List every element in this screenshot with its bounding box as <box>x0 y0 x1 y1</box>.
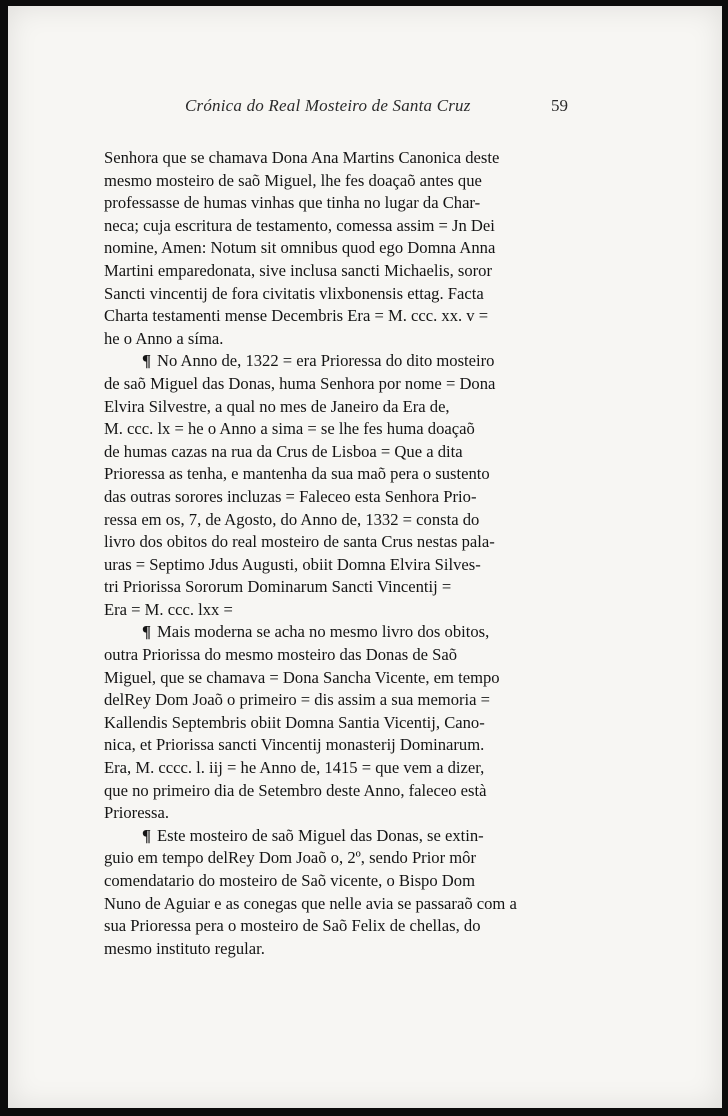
text-line: Senhora que se chamava Dona Ana Martins Canonica deste <box>104 148 500 167</box>
text-line: que no primeiro dia de Setembro deste Anno, faleceo està <box>104 780 487 800</box>
text-line <box>104 350 579 373</box>
text-line: nomine, Amen: Notum sit omnibus quod ego Domna Anna <box>104 238 496 258</box>
paragraph <box>104 621 579 824</box>
text-line: neca; cuja escritura de testamento, comessa assim = Jn Dei <box>104 215 495 235</box>
text-line: Kallendis Septembris obiit Domna Santia Vicentij, Cano- <box>104 712 485 732</box>
text-line: outra Priorissa do mesmo mosteiro das Donas de Saõ <box>104 645 458 665</box>
page-number: 59 <box>551 96 568 115</box>
text-line: de saõ Miguel das Donas, huma Senhora por nome = Dona <box>104 373 496 393</box>
text-line: uras = Septimo Jdus Augusti, obiit Domna Elvira Silves- <box>104 554 481 574</box>
paragraph <box>104 350 579 621</box>
pilcrow-icon: ¶ <box>142 825 151 845</box>
page-body <box>104 147 579 960</box>
pilcrow-icon: ¶ <box>142 351 151 371</box>
paragraph <box>104 147 579 350</box>
text-line: Martini emparedonata, sive inclusa sancti Michaelis, soror <box>104 260 492 280</box>
book-page <box>8 6 722 1108</box>
text-line: delRey Dom Joaõ o primeiro = dis assim a sua memoria = <box>104 690 491 710</box>
text-line: livro dos obitos do real mosteiro de santa Crus nestas pala- <box>104 532 495 552</box>
text-line: professasse de humas vinhas que tinha no lugar da Char- <box>104 193 481 213</box>
running-title: Crónica do Real Mosteiro de Santa Cruz <box>185 96 471 115</box>
text-line: de humas cazas na rua da Crus de Lisboa = Que a dita <box>104 441 463 461</box>
page-header <box>8 96 722 120</box>
text-line-content: No Anno de, 1322 = era Prioressa do dito mosteiro <box>156 351 495 371</box>
text-line: tri Priorissa Sororum Dominarum Sancti Vincentij = <box>104 577 452 597</box>
text-line: Elvira Silvestre, a qual no mes de Janeiro da Era de, <box>104 396 450 416</box>
text-line-content: Este mosteiro de saõ Miguel das Donas, se extin- <box>156 825 484 845</box>
text-line: mesmo mosteiro de saõ Miguel, lhe fes doaçaõ antes que <box>104 170 482 190</box>
text-line: nica, et Priorissa sancti Vincentij monasterij Dominarum. <box>104 735 485 755</box>
text-line: Era = M. ccc. lxx = <box>104 599 233 619</box>
text-line-content: Mais moderna se acha no mesmo livro dos obitos, <box>156 622 490 642</box>
text-line: comendatario do mosteiro de Saõ vicente, o Bispo Dom <box>104 871 475 890</box>
text-line: he o Anno a síma. <box>104 328 224 348</box>
text-line: M. ccc. lx = he o Anno a sima = se lhe fes huma doaçaõ <box>104 419 475 439</box>
text-line: guio em tempo delRey Dom Joaõ o, 2º, sendo Prior môr <box>104 848 477 868</box>
text-line: das outras sorores incluzas = Faleceo esta Senhora Prio- <box>104 486 477 506</box>
pilcrow-icon: ¶ <box>142 622 151 642</box>
paragraph <box>104 825 579 961</box>
text-line <box>104 621 579 644</box>
text-line: ressa em os, 7, de Agosto, do Anno de, 1332 = consta do <box>104 509 480 529</box>
text-line: Charta testamenti mense Decembris Era = M. ccc. xx. v = <box>104 306 489 326</box>
text-line: Prioressa as tenha, e mantenha da sua maõ pera o sustento <box>104 464 490 484</box>
text-line: Prioressa. <box>104 803 169 823</box>
text-line: sua Prioressa pera o mosteiro de Saõ Felix de chellas, do <box>104 916 481 936</box>
text-line: Era, M. cccc. l. iij = he Anno de, 1415 = que vem a dizer, <box>104 758 485 778</box>
text-line: Miguel, que se chamava = Dona Sancha Vicente, em tempo <box>104 667 500 687</box>
text-line: Sancti vincentij de fora civitatis vlixbonensis ettag. Facta <box>104 283 484 303</box>
text-line <box>104 825 579 848</box>
text-line: mesmo instituto regular. <box>104 938 265 958</box>
text-line: Nuno de Aguiar e as conegas que nelle avia se passaraõ com a <box>104 893 517 913</box>
